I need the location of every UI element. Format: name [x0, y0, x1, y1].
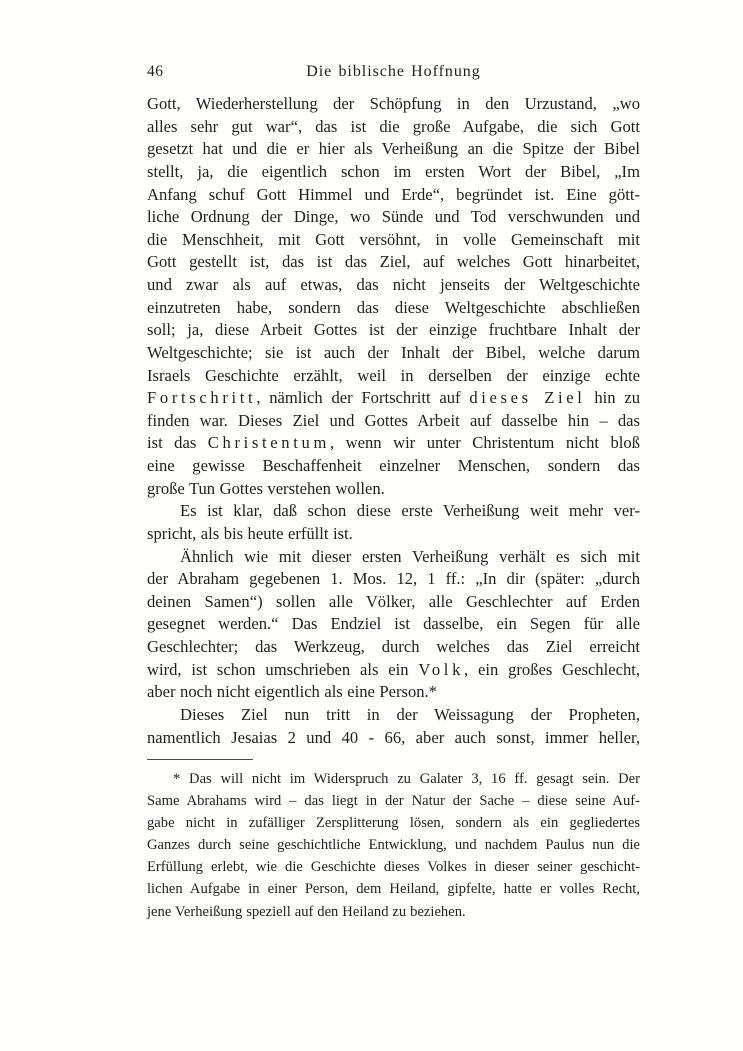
text-line [147, 790, 640, 812]
text-line [147, 229, 640, 252]
text-line [147, 856, 640, 878]
running-title: Die biblische Hoffnung [306, 63, 481, 80]
text-line [147, 500, 640, 523]
text-segment: spricht, als bis heute erfüllt ist. [147, 523, 353, 543]
text-line [147, 206, 640, 229]
text-segment: Gott gestellt ist, das ist das Ziel, auf welches Gott hinarbeitet, [147, 252, 640, 272]
page-number: 46 [147, 63, 164, 80]
letterspaced-emphasis: Fortschritt [147, 388, 257, 408]
paragraph [147, 768, 640, 923]
text-segment: große Tun Gottes verstehen wollen. [147, 478, 385, 498]
text-segment: * Das will nicht im Widerspruch zu Galater 3, 16 ff. gesagt sein. Der [173, 771, 640, 787]
text-segment: deinen Samen“) sollen alle Völker, alle Geschlechter auf Erden [147, 591, 640, 611]
text-line [147, 704, 640, 727]
text-segment: eine gewisse Beschaffenheit einzelner Menschen, sondern das [147, 456, 640, 475]
text-segment: Weltgeschichte; sie ist auch der Inhalt der Bibel, welche darum [147, 342, 640, 362]
text-line [147, 410, 640, 433]
text-segment: der Abraham gegebenen 1. Mos. 12, 1 ff.: „In dir (später: „durch [147, 569, 640, 589]
text-segment: , wenn wir unter Christentum nicht bloß [330, 433, 640, 453]
text-segment: alles sehr gut war“, das ist die große Aufgabe, die sich Gott [147, 116, 640, 136]
text-line [147, 659, 640, 682]
text-line [147, 184, 640, 207]
text-line [147, 365, 640, 388]
text-segment: lichen Aufgabe in einer Person, dem Heiland, gipfelte, hatte er volles Recht, [147, 881, 640, 898]
text-segment: Erfüllung erlebt, wie die Geschichte dieses Volkes in dieser seiner geschicht- [147, 859, 640, 876]
text-line [147, 636, 640, 659]
text-line [147, 297, 640, 320]
page-header [147, 63, 640, 83]
footnote-rule [147, 759, 253, 760]
text-segment: stellt, ja, die eigentlich schon im ersten Wort der Bibel, „Im [147, 161, 640, 181]
text-line [147, 591, 640, 614]
text-line [147, 116, 640, 139]
text-line [147, 387, 640, 410]
text-line [147, 568, 640, 591]
text-segment: Dieses Ziel nun tritt in der Weissagung der Propheten, [180, 704, 640, 724]
text-segment: gesegnet werden.“ Das Endziel ist dasselbe, ein Segen für alle [147, 614, 640, 634]
text-line [147, 432, 640, 455]
text-line [147, 681, 640, 704]
text-segment: Ähnlich wie mit dieser ersten Verheißung verhält es sich mit [180, 546, 640, 566]
text-segment: ist das [147, 433, 208, 453]
letterspaced-emphasis: dieses Ziel [469, 388, 586, 408]
text-line [147, 901, 640, 923]
text-line [147, 251, 640, 274]
text-segment: hin zu [585, 388, 640, 408]
text-segment: Same Abrahams wird – das liegt in der Natur der Sache – diese seine Auf- [147, 793, 640, 810]
body-text [147, 93, 640, 749]
paragraph [147, 546, 640, 704]
text-line [147, 342, 640, 365]
text-line [147, 523, 640, 546]
paragraph [147, 500, 640, 545]
text-line [147, 93, 640, 116]
text-segment: Ganzes durch seine geschichtliche Entwicklung, und nachdem Paulus nun die [147, 837, 640, 854]
text-segment: jene Verheißung speziell auf den Heiland zu beziehen. [147, 903, 466, 920]
paragraph [147, 704, 640, 749]
text-segment: wird, ist schon umschrieben als ein [147, 659, 419, 679]
text-line [147, 727, 640, 750]
text-line [147, 812, 640, 834]
text-line [147, 274, 640, 297]
text-line [147, 878, 640, 900]
letterspaced-emphasis: Christentum [207, 433, 331, 453]
footnote [147, 768, 640, 923]
text-line [147, 613, 640, 636]
text-segment: , ein großes Geschlecht, [464, 659, 640, 679]
text-line [147, 138, 640, 161]
text-segment: einzutreten habe, sondern das diese Weltgeschichte abschließen [147, 297, 640, 317]
text-segment: soll; ja, diese Arbeit Gottes ist der einzige fruchtbare Inhalt der [147, 320, 640, 340]
text-segment: gabe nicht in zufälliger Zersplitterung lösen, sondern als ein gegliedertes [147, 815, 640, 832]
text-segment: Israels Geschichte erzählt, weil in derselben der einzige echte [147, 365, 640, 385]
paragraph [147, 93, 640, 500]
text-line [147, 161, 640, 184]
text-segment: Es ist klar, daß schon diese erste Verheißung weit mehr ver- [180, 501, 640, 521]
text-line [147, 834, 640, 856]
text-segment: , nämlich der Fortschritt auf [256, 388, 470, 408]
letterspaced-emphasis: Volk [418, 659, 465, 679]
text-segment: gesetzt hat und die er hier als Verheißung an die Spitze der Bibel [147, 139, 640, 159]
text-segment: und zwar als auf etwas, das nicht jenseits der Weltgeschichte [147, 275, 640, 294]
text-line [147, 455, 640, 478]
text-line [147, 768, 640, 790]
text-segment: liche Ordnung der Dinge, wo Sünde und Tod verschwunden und [147, 207, 640, 227]
text-line [147, 478, 640, 501]
text-segment: namentlich Jesaias 2 und 40 - 66, aber auch sonst, immer heller, [147, 727, 640, 747]
text-segment: finden war. Dieses Ziel und Gottes Arbeit auf dasselbe hin – das [147, 410, 640, 430]
text-segment: aber noch nicht eigentlich als eine Person.* [147, 682, 437, 702]
text-segment: die Menschheit, mit Gott versöhnt, in volle Gemeinschaft mit [147, 229, 640, 249]
text-line [147, 546, 640, 569]
text-segment: Gott, Wiederherstellung der Schöpfung in den Urzustand, „wo [147, 94, 640, 113]
text-segment: Anfang schuf Gott Himmel und Erde“, begründet ist. Eine gött- [147, 184, 640, 204]
text-segment: Geschlechter; das Werkzeug, durch welches das Ziel erreicht [147, 637, 640, 656]
text-line [147, 319, 640, 342]
